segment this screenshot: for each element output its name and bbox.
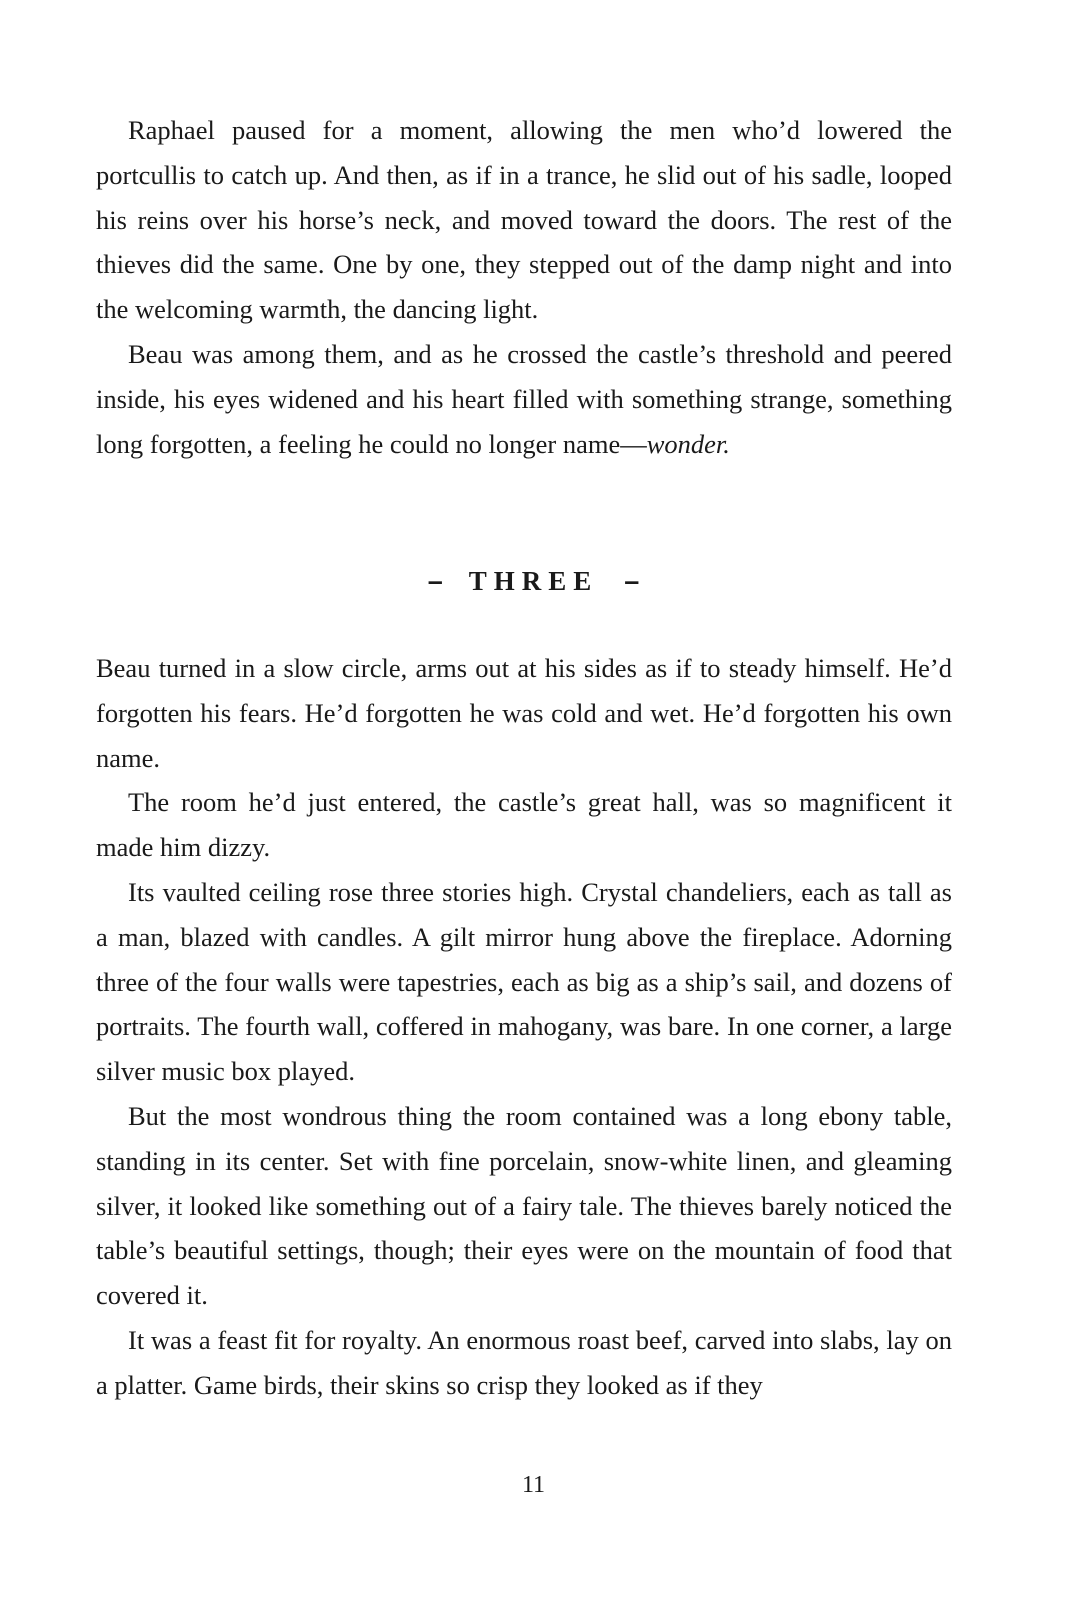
chapter-title: THREE bbox=[468, 566, 599, 596]
paragraph: Raphael paused for a moment, allowing the men who’d lowered the portcullis to catch up. And then, as if in a trance, he slid out of his sadle, looped his reins over his horse’s neck, and moved toward the doors. The rest of the thieves did the same. One by one, they stepped out of the damp night and into the welcoming warmth, the dancing light. bbox=[96, 115, 952, 325]
paragraph: Its vaulted ceiling rose three stories high. Crystal chandeliers, each as tall as a man, blazed with candles. A gilt mirror hung above the fireplace. Adorning three of the four walls were tapestries, each as big as a ship’s sail, and dozens of portraits. The fourth wall, coffered in mahogany, was bare. In one corner, a large silver music box played. bbox=[96, 876, 952, 1087]
paragraph: Beau turned in a slow circle, arms out at his sides as if to steady himself. He’d forgotten his fears. He’d forgotten he was cold and wet. He’d forgotten his own name. bbox=[96, 653, 952, 773]
paragraph: It was a feast fit for royalty. An enormous roast beef, carved into slabs, lay on a platter. Game birds, their skins so crisp they looked as if they bbox=[96, 1324, 952, 1400]
heading-right-dash: – bbox=[624, 566, 640, 596]
chapter-heading bbox=[0, 556, 1067, 606]
emphasized-word: wonder. bbox=[646, 428, 730, 459]
section-two-text bbox=[96, 646, 952, 1408]
paragraph-lead: Beau was among them, and as he crossed the castle’s threshold and peered inside, his eyes widened and his heart filled with something strange, something long forgotten, a feeling he could no longer name— bbox=[96, 338, 952, 459]
page-number: 11 bbox=[521, 1472, 546, 1498]
paragraph bbox=[96, 332, 952, 466]
section-one-text bbox=[96, 108, 952, 466]
paragraph: But the most wondrous thing the room contained was a long ebony table, standing in its center. Set with fine porcelain, snow-white linen, and gleaming silver, it looked like something out of a fairy tale. The thieves barely noticed the table’s beautiful settings, though; their eyes were on the mountain of food that covered it. bbox=[96, 1100, 952, 1311]
paragraph: The room he’d just entered, the castle’s great hall, was so magnificent it made him dizzy. bbox=[96, 787, 952, 863]
heading-left-dash: – bbox=[427, 566, 443, 596]
